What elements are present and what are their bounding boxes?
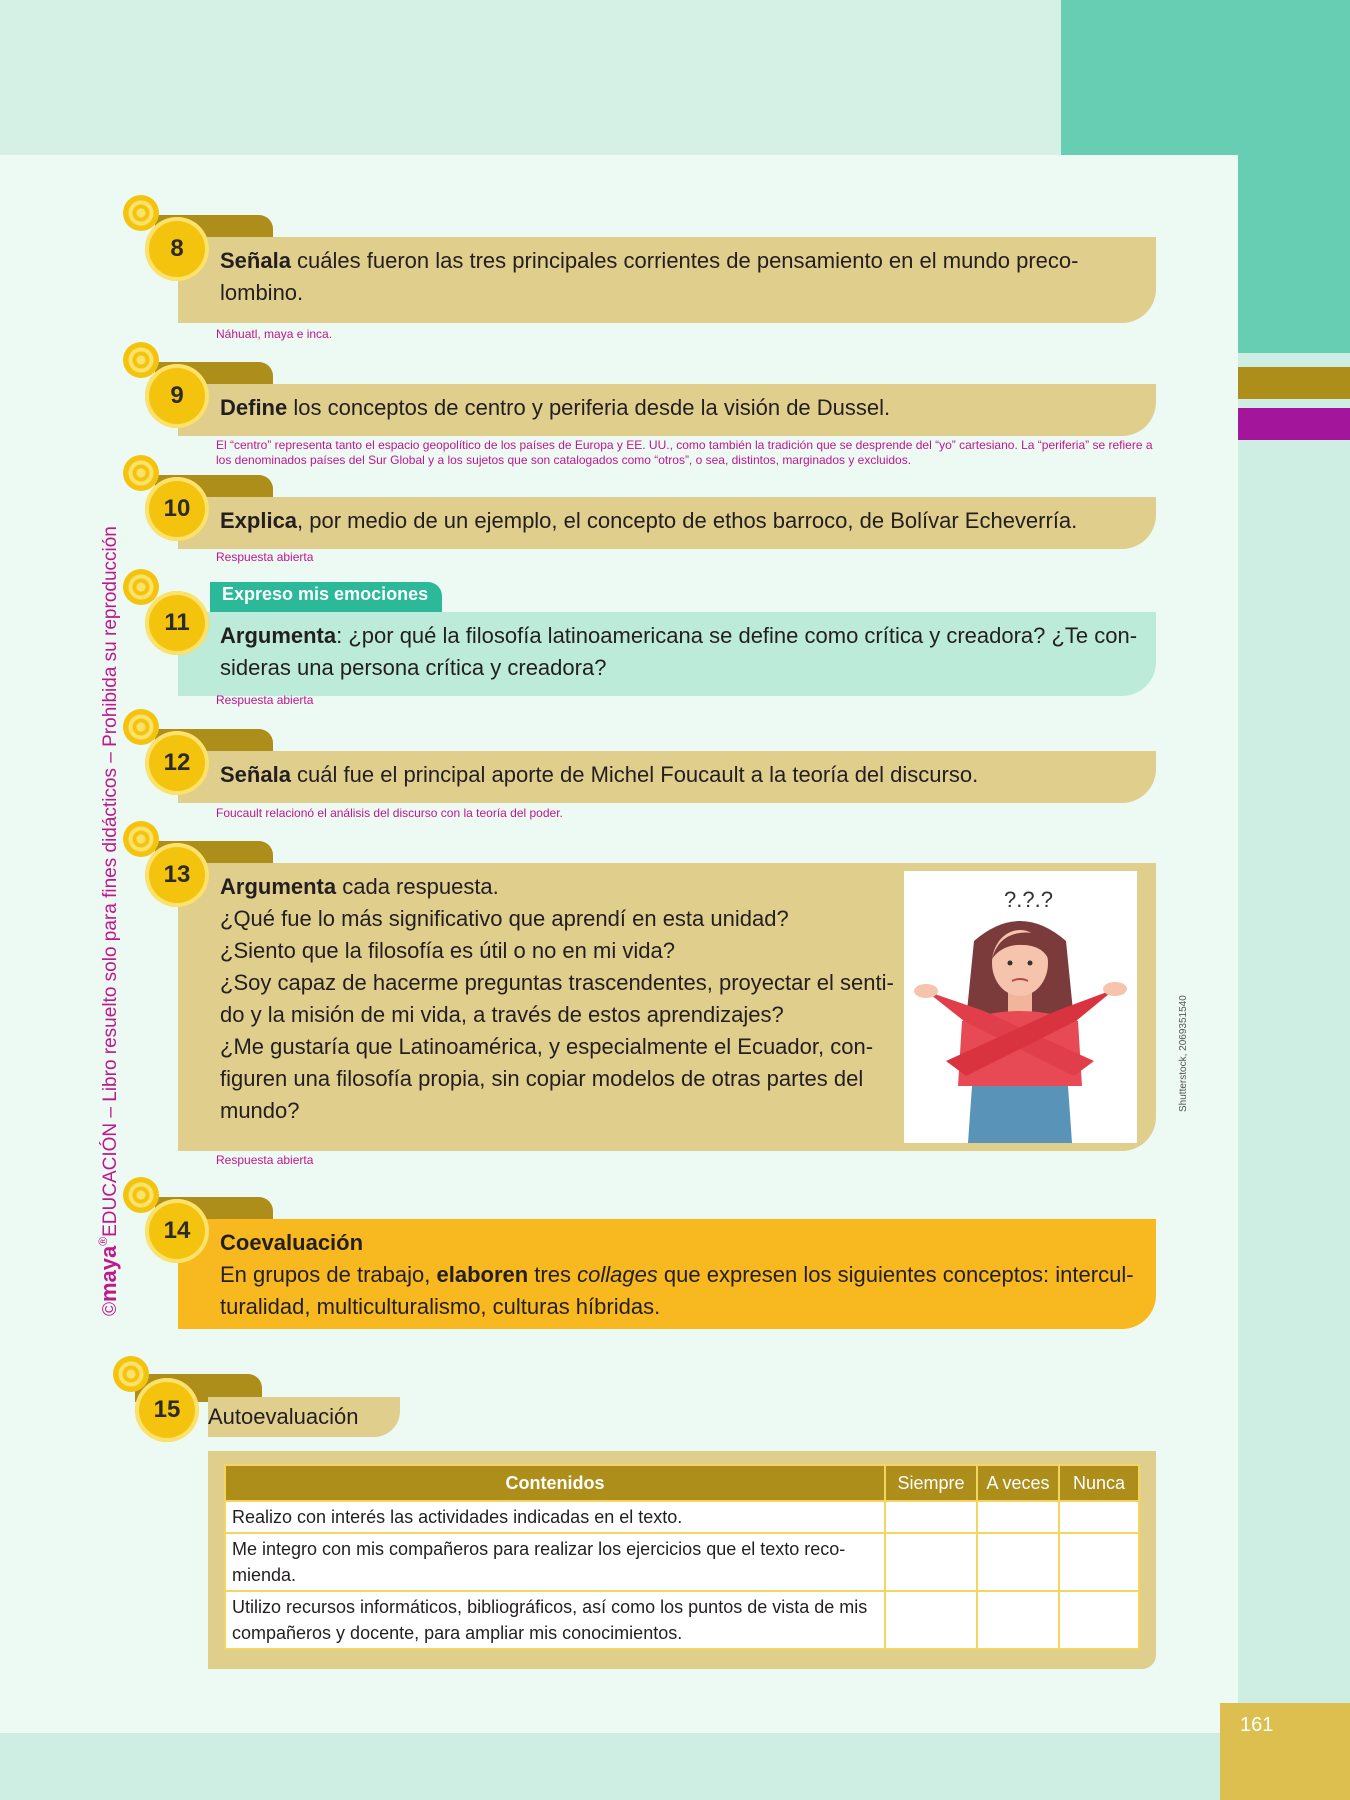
activity-number: 11 <box>164 609 190 636</box>
copyright-text: EDUCACIÓN – Libro resuelto solo para fines didácticos – Prohibida su reproducción <box>100 526 121 1237</box>
question-marks: ?.?.? <box>1004 887 1053 912</box>
question-verb: Explica <box>220 508 298 533</box>
coevaluation-line2: turalidad, multiculturalismo, culturas híbridas. <box>220 1294 661 1319</box>
number-badge <box>145 731 209 795</box>
brand-name: maya <box>96 1245 121 1302</box>
col-never: Nunca <box>1059 1465 1139 1501</box>
badge-ring <box>123 195 159 231</box>
row-statement-line: mienda. <box>232 1565 297 1585</box>
activity-8 <box>145 215 1156 345</box>
number-badge <box>145 364 209 428</box>
side-tab-olive <box>1238 367 1350 399</box>
answer-text: Respuesta abierta <box>216 693 314 707</box>
activity-10 <box>145 475 1156 575</box>
badge-ring <box>123 1177 159 1213</box>
emotions-label: Expreso mis emociones <box>210 582 442 612</box>
table-row <box>225 1591 1139 1649</box>
activity-number: 9 <box>170 382 184 409</box>
cell-always[interactable] <box>885 1591 977 1649</box>
activity-number: 10 <box>163 495 191 522</box>
question-text: : ¿por qué la filosofía latinoamericana se define como crítica y creadora? ¿Te con- <box>336 623 1138 648</box>
autoevaluation-title: Autoevaluación <box>208 1397 400 1437</box>
row-statement <box>225 1533 885 1591</box>
answer-text: Respuesta abierta <box>216 550 314 564</box>
cell-never[interactable] <box>1059 1591 1139 1649</box>
reflection-line: ¿Siento que la filosofía es útil o no en mi vida? <box>220 938 675 963</box>
question-verb: Argumenta <box>220 874 337 899</box>
activity-12 <box>145 729 1156 829</box>
number-badge <box>145 591 209 655</box>
reflection-line: ¿Me gustaría que Latinoamérica, y especialmente el Ecuador, con- <box>220 1034 874 1059</box>
badge-ring <box>123 709 159 745</box>
activity-number: 14 <box>163 1217 191 1244</box>
cell-sometimes[interactable] <box>977 1501 1059 1533</box>
activity-14 <box>145 1197 1156 1337</box>
coevaluation-pre: En grupos de trabajo, <box>220 1262 437 1287</box>
number-badge <box>145 217 209 281</box>
question-card <box>178 497 1156 549</box>
answer-text: Respuesta abierta <box>216 1153 314 1167</box>
question-verb: Define <box>220 395 288 420</box>
side-tab-magenta <box>1238 408 1350 440</box>
question-card <box>178 751 1156 803</box>
number-badge <box>135 1378 199 1442</box>
question-verb: Señala <box>220 248 291 273</box>
woman-crossed-arms-icon <box>904 871 1137 1143</box>
row-statement: Realizo con interés las actividades indicadas en el texto. <box>225 1501 885 1533</box>
cell-always[interactable] <box>885 1501 977 1533</box>
table-row <box>225 1501 1139 1533</box>
reflection-line: do y la misión de mi vida, a través de estos aprendizajes? <box>220 1002 784 1027</box>
coevaluation-card <box>178 1219 1156 1329</box>
question-block <box>220 871 920 1127</box>
reflection-line: ¿Qué fue lo más significativo que aprendí en esta unidad? <box>220 906 789 931</box>
question-text: cuáles fueron las tres principales corrientes de pensamiento en el mundo preco- <box>290 248 1079 273</box>
activity-11 <box>145 582 1156 712</box>
col-sometimes: A veces <box>977 1465 1059 1501</box>
cell-never[interactable] <box>1059 1501 1139 1533</box>
side-strip <box>1238 353 1350 1703</box>
badge-ring <box>113 1356 149 1392</box>
question-card <box>178 237 1156 323</box>
number-badge <box>145 477 209 541</box>
question-text: los conceptos de centro y periferia desde la visión de Dussel. <box>287 395 891 420</box>
number-badge <box>145 843 209 907</box>
copyright-prefix: © <box>100 1302 121 1316</box>
image-credit: Shutterstock, 2069351540 <box>1178 995 1189 1112</box>
question-verb: Señala <box>220 762 291 787</box>
confused-woman-illustration <box>904 871 1137 1143</box>
row-statement-line: Me integro con mis compañeros para realizar los ejercicios que el texto reco- <box>232 1539 846 1559</box>
coevaluation-italic: collages <box>577 1262 658 1287</box>
reflection-line: ¿Soy capaz de hacerme preguntas trascendentes, proyectar el senti- <box>220 970 894 995</box>
answer-text: Foucault relacionó el análisis del discurso con la teoría del poder. <box>216 806 563 820</box>
bottom-band <box>0 1733 1350 1800</box>
cell-sometimes[interactable] <box>977 1533 1059 1591</box>
registered-mark: ® <box>96 1236 110 1246</box>
copyright-watermark <box>96 526 122 1316</box>
col-always: Siempre <box>885 1465 977 1501</box>
activity-number: 13 <box>163 861 191 888</box>
question-text: cada respuesta. <box>336 874 499 899</box>
badge-ring <box>123 569 159 605</box>
number-badge <box>145 1199 209 1263</box>
question-verb: Argumenta <box>220 623 337 648</box>
question-card <box>178 384 1156 436</box>
row-statement-line: Utilizo recursos informáticos, bibliográficos, así como los puntos de vista de mis <box>232 1597 868 1617</box>
top-band <box>0 0 1061 155</box>
cell-never[interactable] <box>1059 1533 1139 1591</box>
reflection-line: mundo? <box>220 1098 300 1123</box>
cell-always[interactable] <box>885 1533 977 1591</box>
row-statement-line: compañeros y docente, para ampliar mis conocimientos. <box>232 1623 683 1643</box>
question-text-cont: lombino. <box>220 280 304 305</box>
question-text: cuál fue el principal aporte de Michel Foucault a la teoría del discurso. <box>290 762 979 787</box>
col-contents: Contenidos <box>225 1465 885 1501</box>
coevaluation-verb: elaboren <box>436 1262 529 1287</box>
question-card <box>178 612 1156 696</box>
activity-number: 12 <box>163 749 191 776</box>
coevaluation-post: que expresen los siguientes conceptos: intercul- <box>657 1262 1134 1287</box>
table-header-row <box>225 1465 1139 1501</box>
activity-number: 15 <box>153 1396 181 1423</box>
badge-ring <box>123 821 159 857</box>
question-text-cont: sideras una persona crítica y creadora? <box>220 655 607 680</box>
answer-text: Náhuatl, maya e inca. <box>216 327 333 341</box>
reflection-line: figuren una filosofía propia, sin copiar modelos de otras partes del <box>220 1066 864 1091</box>
answer-text: El “centro” representa tanto el espacio geopolítico de los países de Europa y EE. UU., como también la tradición que se desprende del “yo” cartesiano. La “periferia” se refiere a los denominados países del Sur Global y a los sujetos que son catalogados como “otros”, o sea, distintos, marginados y excluidos. <box>216 438 1153 467</box>
row-statement <box>225 1591 885 1649</box>
cell-sometimes[interactable] <box>977 1591 1059 1649</box>
table-row <box>225 1533 1139 1591</box>
coevaluation-title: Coevaluación <box>220 1230 364 1255</box>
self-evaluation-table-wrap <box>208 1451 1156 1669</box>
badge-ring <box>123 342 159 378</box>
question-text: , por medio de un ejemplo, el concepto de ethos barroco, de Bolívar Echeverría. <box>297 508 1078 533</box>
activity-number: 8 <box>170 235 184 262</box>
coevaluation-mid: tres <box>528 1262 578 1287</box>
badge-ring <box>123 455 159 491</box>
activity-9 <box>145 362 1156 472</box>
page-number: 161 <box>1240 1714 1274 1736</box>
self-evaluation-table <box>224 1464 1140 1650</box>
